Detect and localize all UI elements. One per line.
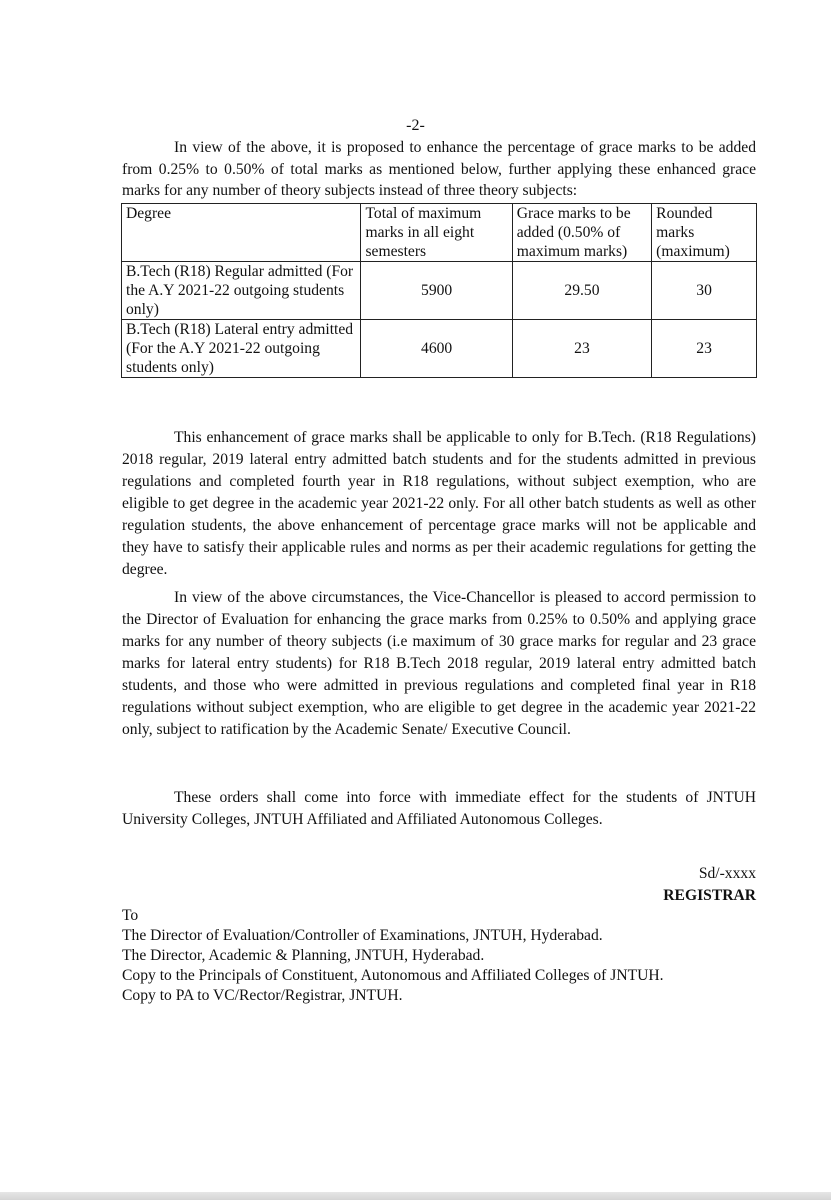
recipients-to-label: To <box>122 907 139 924</box>
table-row <box>122 262 757 320</box>
table-header-row <box>122 204 757 262</box>
grace-marks-table <box>121 203 757 378</box>
cell-total: 4600 <box>361 320 512 378</box>
header-grace-marks: Grace marks to be added (0.50% of maximum marks) <box>512 204 651 262</box>
page-number: -2- <box>406 117 425 134</box>
recipients-block <box>122 906 664 1006</box>
recipient-line: Copy to the Principals of Constituent, Autonomous and Affiliated Colleges of JNTUH. <box>122 967 664 984</box>
recipient-line: The Director, Academic & Planning, JNTUH, Hyderabad. <box>122 947 485 964</box>
page-bottom-edge <box>0 1192 831 1200</box>
header-rounded-marks: Rounded marks (maximum) <box>652 204 757 262</box>
table-row <box>122 320 757 378</box>
recipient-line: Copy to PA to VC/Rector/Registrar, JNTUH. <box>122 987 403 1004</box>
signature-title: REGISTRAR <box>663 887 756 904</box>
paragraph-applicability: This enhancement of grace marks shall be applicable to only for B.Tech. (R18 Regulations) 2018 regular, 2019 lateral entry admitted batch students and for the students admitted in previous regulations and completed fourth year in R18 regulations, without subject exemption, who are eligible to get degree in the academic year 2021-22 only. For all other batch students as well as other regulation students, the above enhancement of percentage grace marks will not be applicable and they have to satisfy their applicable rules and norms as per their academic regulations for getting the degree. <box>122 429 756 578</box>
recipient-line: The Director of Evaluation/Controller of Examinations, JNTUH, Hyderabad. <box>122 927 603 944</box>
header-total-marks: Total of maximum marks in all eight semesters <box>361 204 512 262</box>
paragraph-proposal: In view of the above, it is proposed to enhance the percentage of grace marks to be added from 0.25% to 0.50% of total marks as mentioned below, further applying these enhanced grace marks for any number of theory subjects instead of three theory subjects: <box>122 139 756 199</box>
signature-sd: Sd/-xxxx <box>698 865 756 882</box>
paragraph-effect: These orders shall come into force with immediate effect for the students of JNTUH University Colleges, JNTUH Affiliated and Affiliated Autonomous Colleges. <box>122 789 756 828</box>
cell-grace: 23 <box>512 320 651 378</box>
paragraph-permission: In view of the above circumstances, the Vice-Chancellor is pleased to accord permission to the Director of Evaluation for enhancing the grace marks from 0.25% to 0.50% and applying grace marks for any number of theory subjects (i.e maximum of 30 grace marks for regular and 23 grace marks for lateral entry students) for R18 B.Tech 2018 regular, 2019 lateral entry admitted batch students, and those who were admitted in previous regulations and completed final year in R18 regulations without subject exemption, who are eligible to get degree in the academic year 2021-22 only, subject to ratification by the Academic Senate/ Executive Council. <box>122 589 756 738</box>
cell-total: 5900 <box>361 262 512 320</box>
header-degree: Degree <box>122 204 361 262</box>
cell-rounded: 23 <box>652 320 757 378</box>
cell-degree: B.Tech (R18) Lateral entry admitted (For the A.Y 2021-22 outgoing students only) <box>122 320 361 378</box>
cell-degree: B.Tech (R18) Regular admitted (For the A.Y 2021-22 outgoing students only) <box>122 262 361 320</box>
cell-grace: 29.50 <box>512 262 651 320</box>
cell-rounded: 30 <box>652 262 757 320</box>
